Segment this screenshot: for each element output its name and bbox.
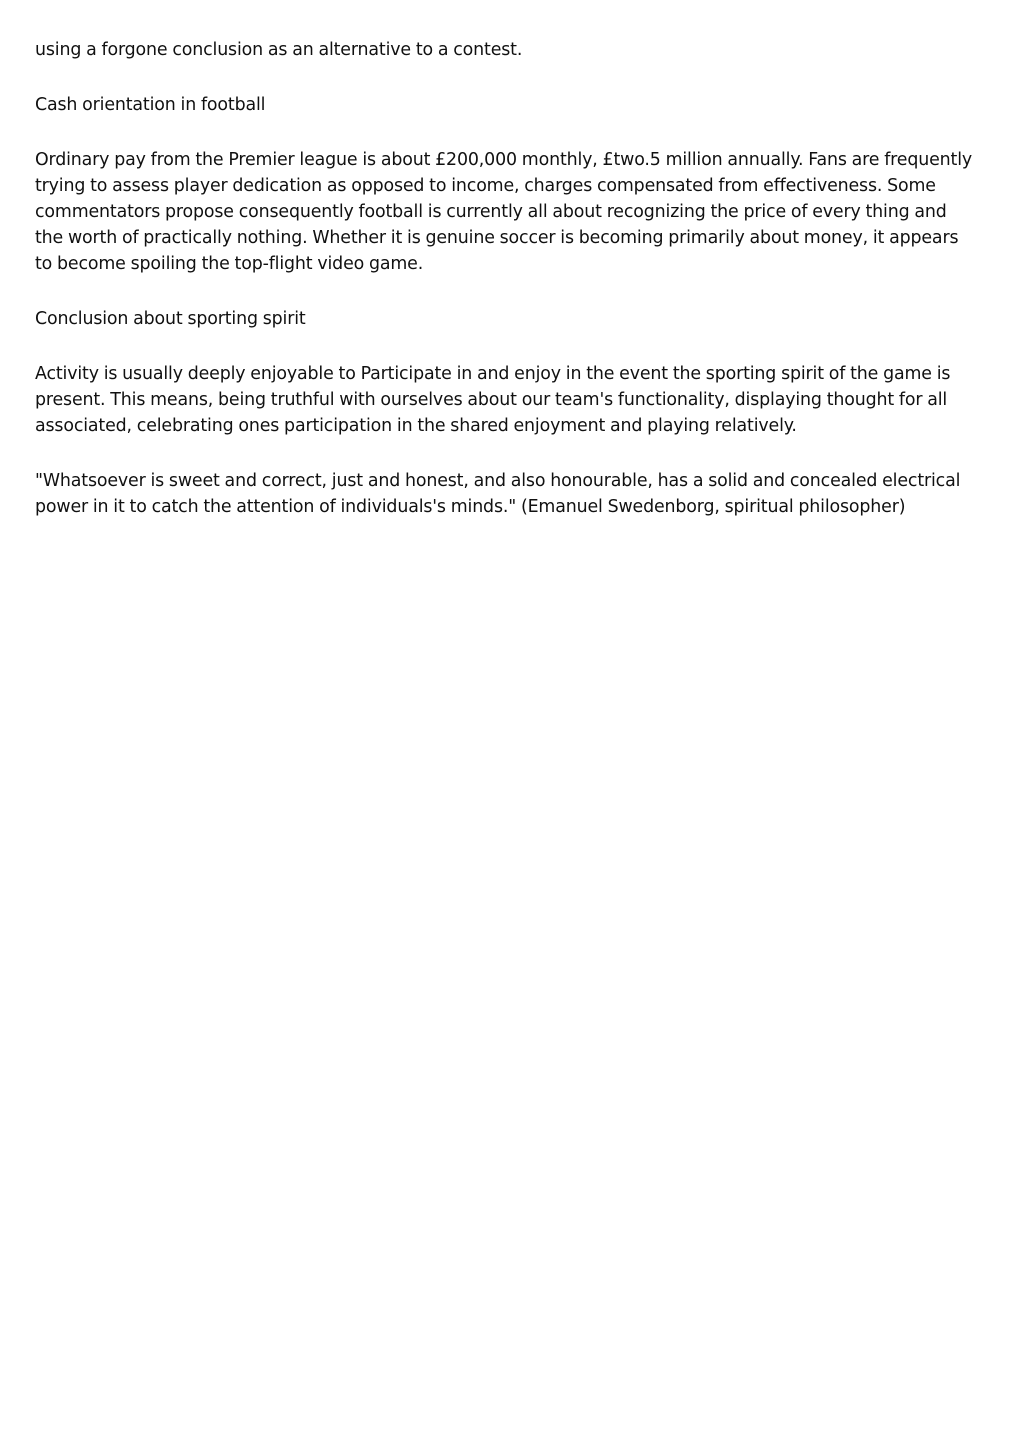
section-heading-conclusion: Conclusion about sporting spirit: [35, 309, 306, 329]
section-heading-cash-orientation: Cash orientation in football: [35, 95, 266, 115]
document-body: [35, 37, 975, 549]
paragraph-sporting-spirit: Activity is usually deeply enjoyable to Participate in and enjoy in the event the sporting spirit of the game is present. This means, being truthful with ourselves about our team's functionality, displaying thought for all associated, celebrating ones participation in the shared enjoyment and playing relatively.: [35, 364, 951, 436]
paragraph-premier-league-pay: Ordinary pay from the Premier league is about £200,000 monthly, £two.5 million annually. Fans are frequently trying to assess player dedication as opposed to income, charges compensated from effectiveness. Some commentators propose consequently football is currently all about recognizing the price of every thing and the worth of practically nothing. Whether it is genuine soccer is becoming primarily about money, it appears to become spoiling the top-flight video game.: [35, 150, 973, 274]
quote-swedenborg: "Whatsoever is sweet and correct, just and honest, and also honourable, has a solid and concealed electrical power in it to catch the attention of individuals's minds." (Emanuel Swedenborg, spiritual philosopher): [35, 471, 961, 517]
paragraph-continuation: using a forgone conclusion as an alternative to a contest.: [35, 40, 523, 60]
